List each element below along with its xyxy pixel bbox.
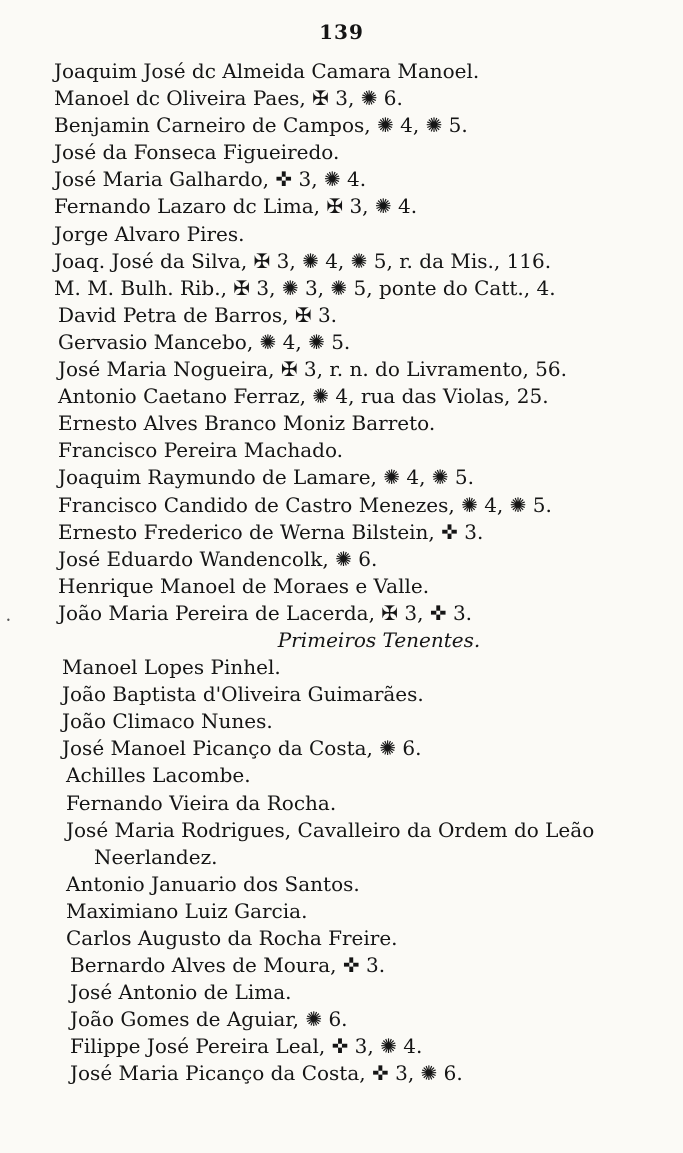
list-item: Joaquim José dc Almeida Camara Manoel.	[54, 59, 480, 83]
page-number: 139	[319, 20, 364, 44]
list-item: Maximiano Luiz Garcia.	[66, 898, 308, 923]
list-item: Carlos Augusto da Rocha Freire.	[66, 926, 398, 950]
list-item: José Manoel Picanço da Costa, ✺ 6.	[62, 736, 422, 761]
list-item: Fernando Vieira da Rocha.	[66, 790, 337, 815]
list-item: José Maria Rodrigues, Cavalleiro da Ordem do Leão	[66, 817, 595, 842]
list-item: Francisco Candido de Castro Menezes, ✺ 4, ✺ 5.	[58, 492, 552, 517]
list-item: Francisco Pereira Machado.	[58, 438, 343, 463]
list-item: Antonio Januario dos Santos.	[66, 871, 360, 896]
list-item: Henrique Manoel de Moraes e Valle.	[58, 573, 430, 598]
list-item: José da Fonseca Figueiredo.	[54, 140, 340, 165]
list-item: João Maria Pereira de Lacerda, ✠ 3, ✜ 3.	[58, 600, 473, 625]
list-item: Joaq. José da Silva, ✠ 3, ✺ 4, ✺ 5, r. da Mis., 116.	[54, 248, 552, 273]
section-heading: Primeiros Tenentes.	[277, 627, 481, 652]
list-item: Manoel dc Oliveira Paes, ✠ 3, ✺ 6.	[54, 86, 403, 111]
list-item: José Maria Nogueira, ✠ 3, r. n. do Livramento, 56.	[58, 357, 567, 382]
list-item: Jorge Alvaro Pires.	[54, 221, 245, 246]
list-item: M. M. Bulh. Rib., ✠ 3, ✺ 3, ✺ 5, ponte do Catt., 4.	[54, 275, 556, 300]
list-item: João Baptista d'Oliveira Guimarães.	[62, 682, 424, 707]
list-item: Fernando Lazaro dc Lima, ✠ 3, ✺ 4.	[54, 194, 418, 219]
list-item: Achilles Lacombe.	[66, 763, 251, 788]
list-item: Antonio Caetano Ferraz, ✺ 4, rua das Violas, 25.	[58, 384, 549, 409]
list-item: Bernardo Alves de Moura, ✜ 3.	[70, 953, 386, 978]
list-item: João Climaco Nunes.	[62, 709, 273, 734]
list-item: José Antonio de Lima.	[70, 980, 292, 1005]
list-item: João Gomes de Aguiar, ✺ 6.	[70, 1007, 348, 1032]
list-item: Manoel Lopes Pinhel.	[62, 655, 281, 680]
list-item: Ernesto Alves Branco Moniz Barreto.	[58, 411, 436, 436]
list-item: Benjamin Carneiro de Campos, ✺ 4, ✺ 5.	[54, 113, 468, 138]
margin-speck: •	[6, 616, 11, 625]
list-item: Gervasio Mancebo, ✺ 4, ✺ 5.	[58, 329, 351, 354]
list-item: Joaquim Raymundo de Lamare, ✺ 4, ✺ 5.	[58, 465, 475, 490]
list-item: Ernesto Frederico de Werna Bilstein, ✜ 3.	[58, 519, 484, 544]
list-item-continuation: Neerlandez.	[94, 844, 218, 869]
list-item: José Eduardo Wandencolk, ✺ 6.	[58, 546, 378, 571]
officer-list	[54, 58, 664, 1088]
list-item: José Maria Galhardo, ✜ 3, ✺ 4.	[54, 167, 367, 192]
list-item: José Maria Picanço da Costa, ✜ 3, ✺ 6.	[70, 1061, 463, 1086]
list-item: Filippe José Pereira Leal, ✜ 3, ✺ 4.	[70, 1034, 423, 1059]
list-item: David Petra de Barros, ✠ 3.	[58, 302, 338, 327]
